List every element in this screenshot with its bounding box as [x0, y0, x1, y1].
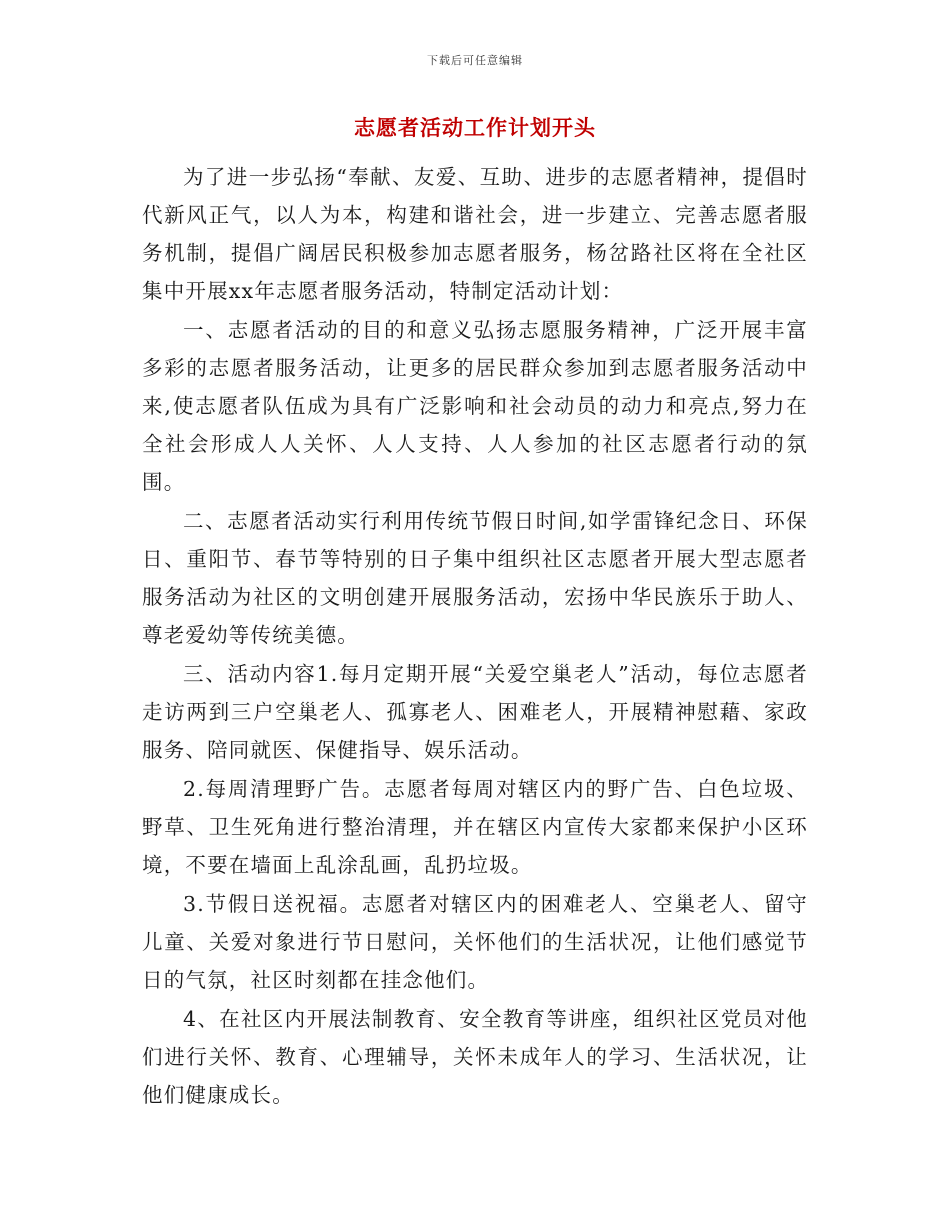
- paragraph-section-3: 三、活动内容1.每月定期开展“关爱空巢老人”活动，每位志愿者走访两到三户空巢老人、孤寡老人、困难老人，开展精神慰藉、家政服务、陪同就医、保健指导、娱乐活动。: [142, 662, 808, 762]
- paragraph-intro: 为了进一步弘扬“奉献、友爱、互助、进步的志愿者精神，提倡时代新风正气，以人为本，构建和谐社会，进一步建立、完善志愿者服务机制，提倡广阔居民积极参加志愿者服务，杨岔路社区将在全社区集中开展xx年志愿者服务活动，特制定活动计划：: [142, 165, 808, 303]
- header-note: 下载后可任意编辑: [427, 54, 523, 67]
- paragraph-item-2: 2.每周清理野广告。志愿者每周对辖区内的野广告、白色垃圾、野草、卫生死角进行整治清理，并在辖区内宣传大家都来保护小区环境，不要在墙面上乱涂乱画，乱扔垃圾。: [142, 777, 808, 877]
- paragraph-section-1: 一、志愿者活动的目的和意义弘扬志愿服务精神，广泛开展丰富多彩的志愿者服务活动，让更多的居民群众参加到志愿者服务活动中来,使志愿者队伍成为具有广泛影响和社会动员的动力和亮点,努力在全社会形成人人关怀、人人支持、人人参加的社区志愿者行动的氛围。: [142, 318, 808, 494]
- document-title: 志愿者活动工作计划开头: [354, 116, 596, 140]
- paragraph-item-3: 3.节假日送祝福。志愿者对辖区内的困难老人、空巢老人、留守儿童、关爱对象进行节日慰问，关怀他们的生活状况，让他们感觉节日的气氛，社区时刻都在挂念他们。: [142, 892, 808, 992]
- paragraph-item-4: 4、在社区内开展法制教育、安全教育等讲座，组织社区党员对他们进行关怀、教育、心理辅导，关怀未成年人的学习、生活状况，让他们健康成长。: [142, 1007, 808, 1107]
- paragraph-section-2: 二、志愿者活动实行利用传统节假日时间,如学雷锋纪念日、环保日、重阳节、春节等特别的日子集中组织社区志愿者开展大型志愿者服务活动为社区的文明创建开展服务活动，宏扬中华民族乐于助人、尊老爱幼等传统美德。: [142, 509, 808, 647]
- document-body: [142, 158, 808, 1115]
